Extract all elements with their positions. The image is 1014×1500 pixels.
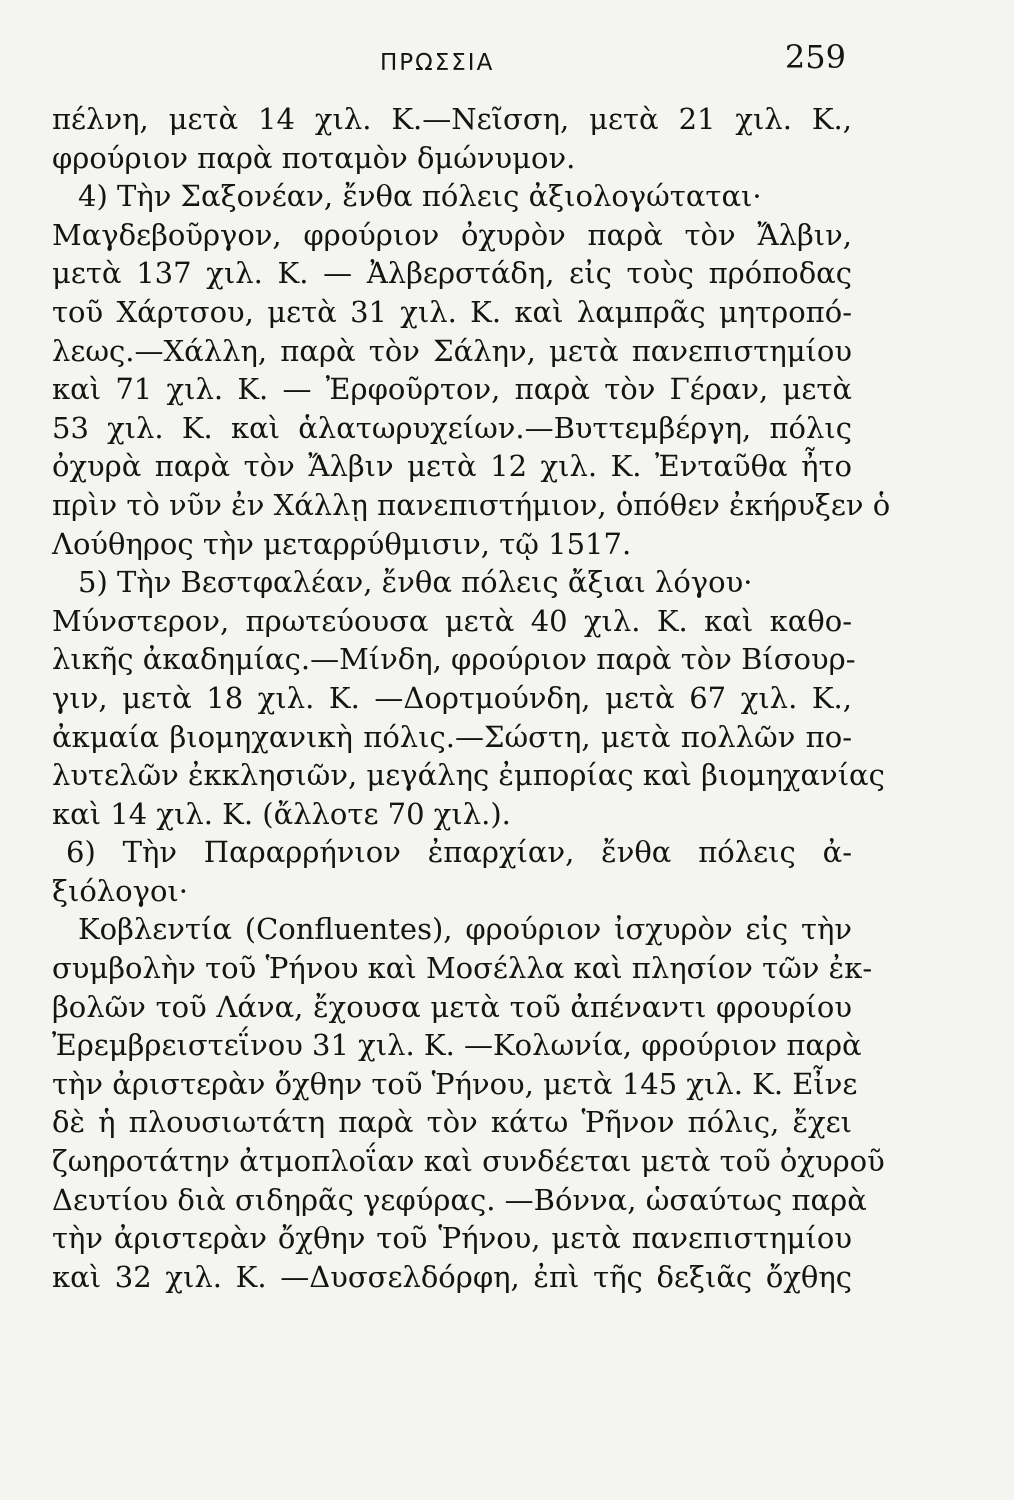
text-line: Κοβλεντία (Confluentes), φρούριον ἰσχυρὸν εἰς τὴν <box>78 912 852 947</box>
text-line: ἀκμαία βιομηχανικὴ πόλις.—Σώστη, μετὰ πολλῶν πο- <box>52 719 852 754</box>
text-line: φρούριον παρὰ ποταμὸν δμώνυμον. <box>52 140 576 175</box>
text-line: Μαγδεβοῦργον, φρούριον ὀχυρὸν παρὰ τὸν Ἄλβιν, <box>52 217 852 252</box>
text-line: Μύνστερον, πρωτεύουσα μετὰ 40 χιλ. Κ. καὶ καθο- <box>52 603 852 638</box>
text-line: ξιόλογοι· <box>52 873 189 908</box>
text-line: πρὶν τὸ νῦν ἐν Χάλλῃ πανεπιστήμιον, ὁπόθεν ἐκήρυξεν ὁ <box>52 487 891 522</box>
text-line: τοῦ Χάρτσου, μετὰ 31 χιλ. Κ. καὶ λαμπρᾶς μητροπό- <box>52 294 852 329</box>
text-line: Δευτίου διὰ σιδηρᾶς γεφύρας. —Βόννα, ὡσαύτως παρὰ <box>52 1182 867 1217</box>
page-header <box>0 32 1014 82</box>
section-heading-saxony: 4) Τὴν Σαξονέαν, ἔνθα πόλεις ἀξιολογώταται· <box>78 179 762 214</box>
text-line: μετὰ 137 χιλ. Κ. — Ἀλβερστάδη, εἰς τοὺς πρόποδας <box>52 256 852 291</box>
text-line: βολῶν τοῦ Λάνα, ἔχουσα μετὰ τοῦ ἀπέναντι φρουρίου <box>52 989 852 1024</box>
text-line: Λούθηρος τὴν μεταρρύθμισιν, τῷ 1517. <box>52 526 632 561</box>
text-line: καὶ 32 χιλ. Κ. —Δυσσελδόρφη, ἐπὶ τῆς δεξιᾶς ὄχθης <box>52 1259 852 1294</box>
text-line: καὶ 71 χιλ. Κ. — Ἐρφοῦρτον, παρὰ τὸν Γέραν, μετὰ <box>52 372 852 407</box>
text-line: πέλνη, μετὰ 14 χιλ. Κ.—Νεῖσση, μετὰ 21 χιλ. Κ., <box>52 102 852 136</box>
running-head: ΠΡΩΣΣΙΑ <box>380 50 495 76</box>
text-line: ζωηροτάτην ἀτμοπλοΐαν καὶ συνδέεται μετὰ τοῦ ὀχυροῦ <box>52 1144 885 1179</box>
text-line: λεως.—Χάλλη, παρὰ τὸν Σάλην, μετὰ πανεπιστημίου <box>52 333 852 368</box>
text-line: 53 χιλ. Κ. καὶ ἁλατωρυχείων.—Βυττεμβέργη, πόλις <box>52 410 852 445</box>
text-line: τὴν ἀριστερὰν ὄχθην τοῦ Ῥήνου, μετὰ 145 χιλ. Κ. Εἶνε <box>52 1066 858 1101</box>
text-line: καὶ 14 χιλ. Κ. (ἄλλοτε 70 χιλ.). <box>52 796 511 831</box>
text-line: λυτελῶν ἐκκλησιῶν, μεγάλης ἐμπορίας καὶ βιομηχανίας <box>52 758 885 793</box>
body-text <box>52 100 891 1296</box>
text-line: Ἐρεμβρειστεΐνου 31 χιλ. Κ. —Κολωνία, φρούριον παρὰ <box>52 1028 862 1063</box>
section-heading-rhine-province: 6) Τὴν Παραρρήνιον ἐπαρχίαν, ἔνθα πόλεις ἀ- <box>66 835 852 870</box>
page-number: 259 <box>784 38 846 76</box>
text-line: λικῆς ἀκαδημίας.—Μίνδη, φρούριον παρὰ τὸν Βίσουρ- <box>52 642 856 677</box>
text-line: ὀχυρὰ παρὰ τὸν Ἄλβιν μετὰ 12 χιλ. Κ. Ἐνταῦθα ἦτο <box>52 449 852 484</box>
text-line: συμβολὴν τοῦ Ῥήνου καὶ Μοσέλλα καὶ πλησίον τῶν ἐκ- <box>52 951 873 986</box>
section-heading-westphalia: 5) Τὴν Βεστφαλέαν, ἔνθα πόλεις ἄξιαι λόγου· <box>78 565 753 600</box>
text-line: τὴν ἀριστερὰν ὄχθην τοῦ Ῥήνου, μετὰ πανεπιστημίου <box>52 1221 852 1256</box>
text-line: γιν, μετὰ 18 χιλ. Κ. —Δορτμούνδη, μετὰ 67 χιλ. Κ., <box>52 680 852 715</box>
text-line: δὲ ἡ πλουσιωτάτη παρὰ τὸν κάτω Ῥῆνον πόλις, ἔχει <box>52 1105 852 1140</box>
